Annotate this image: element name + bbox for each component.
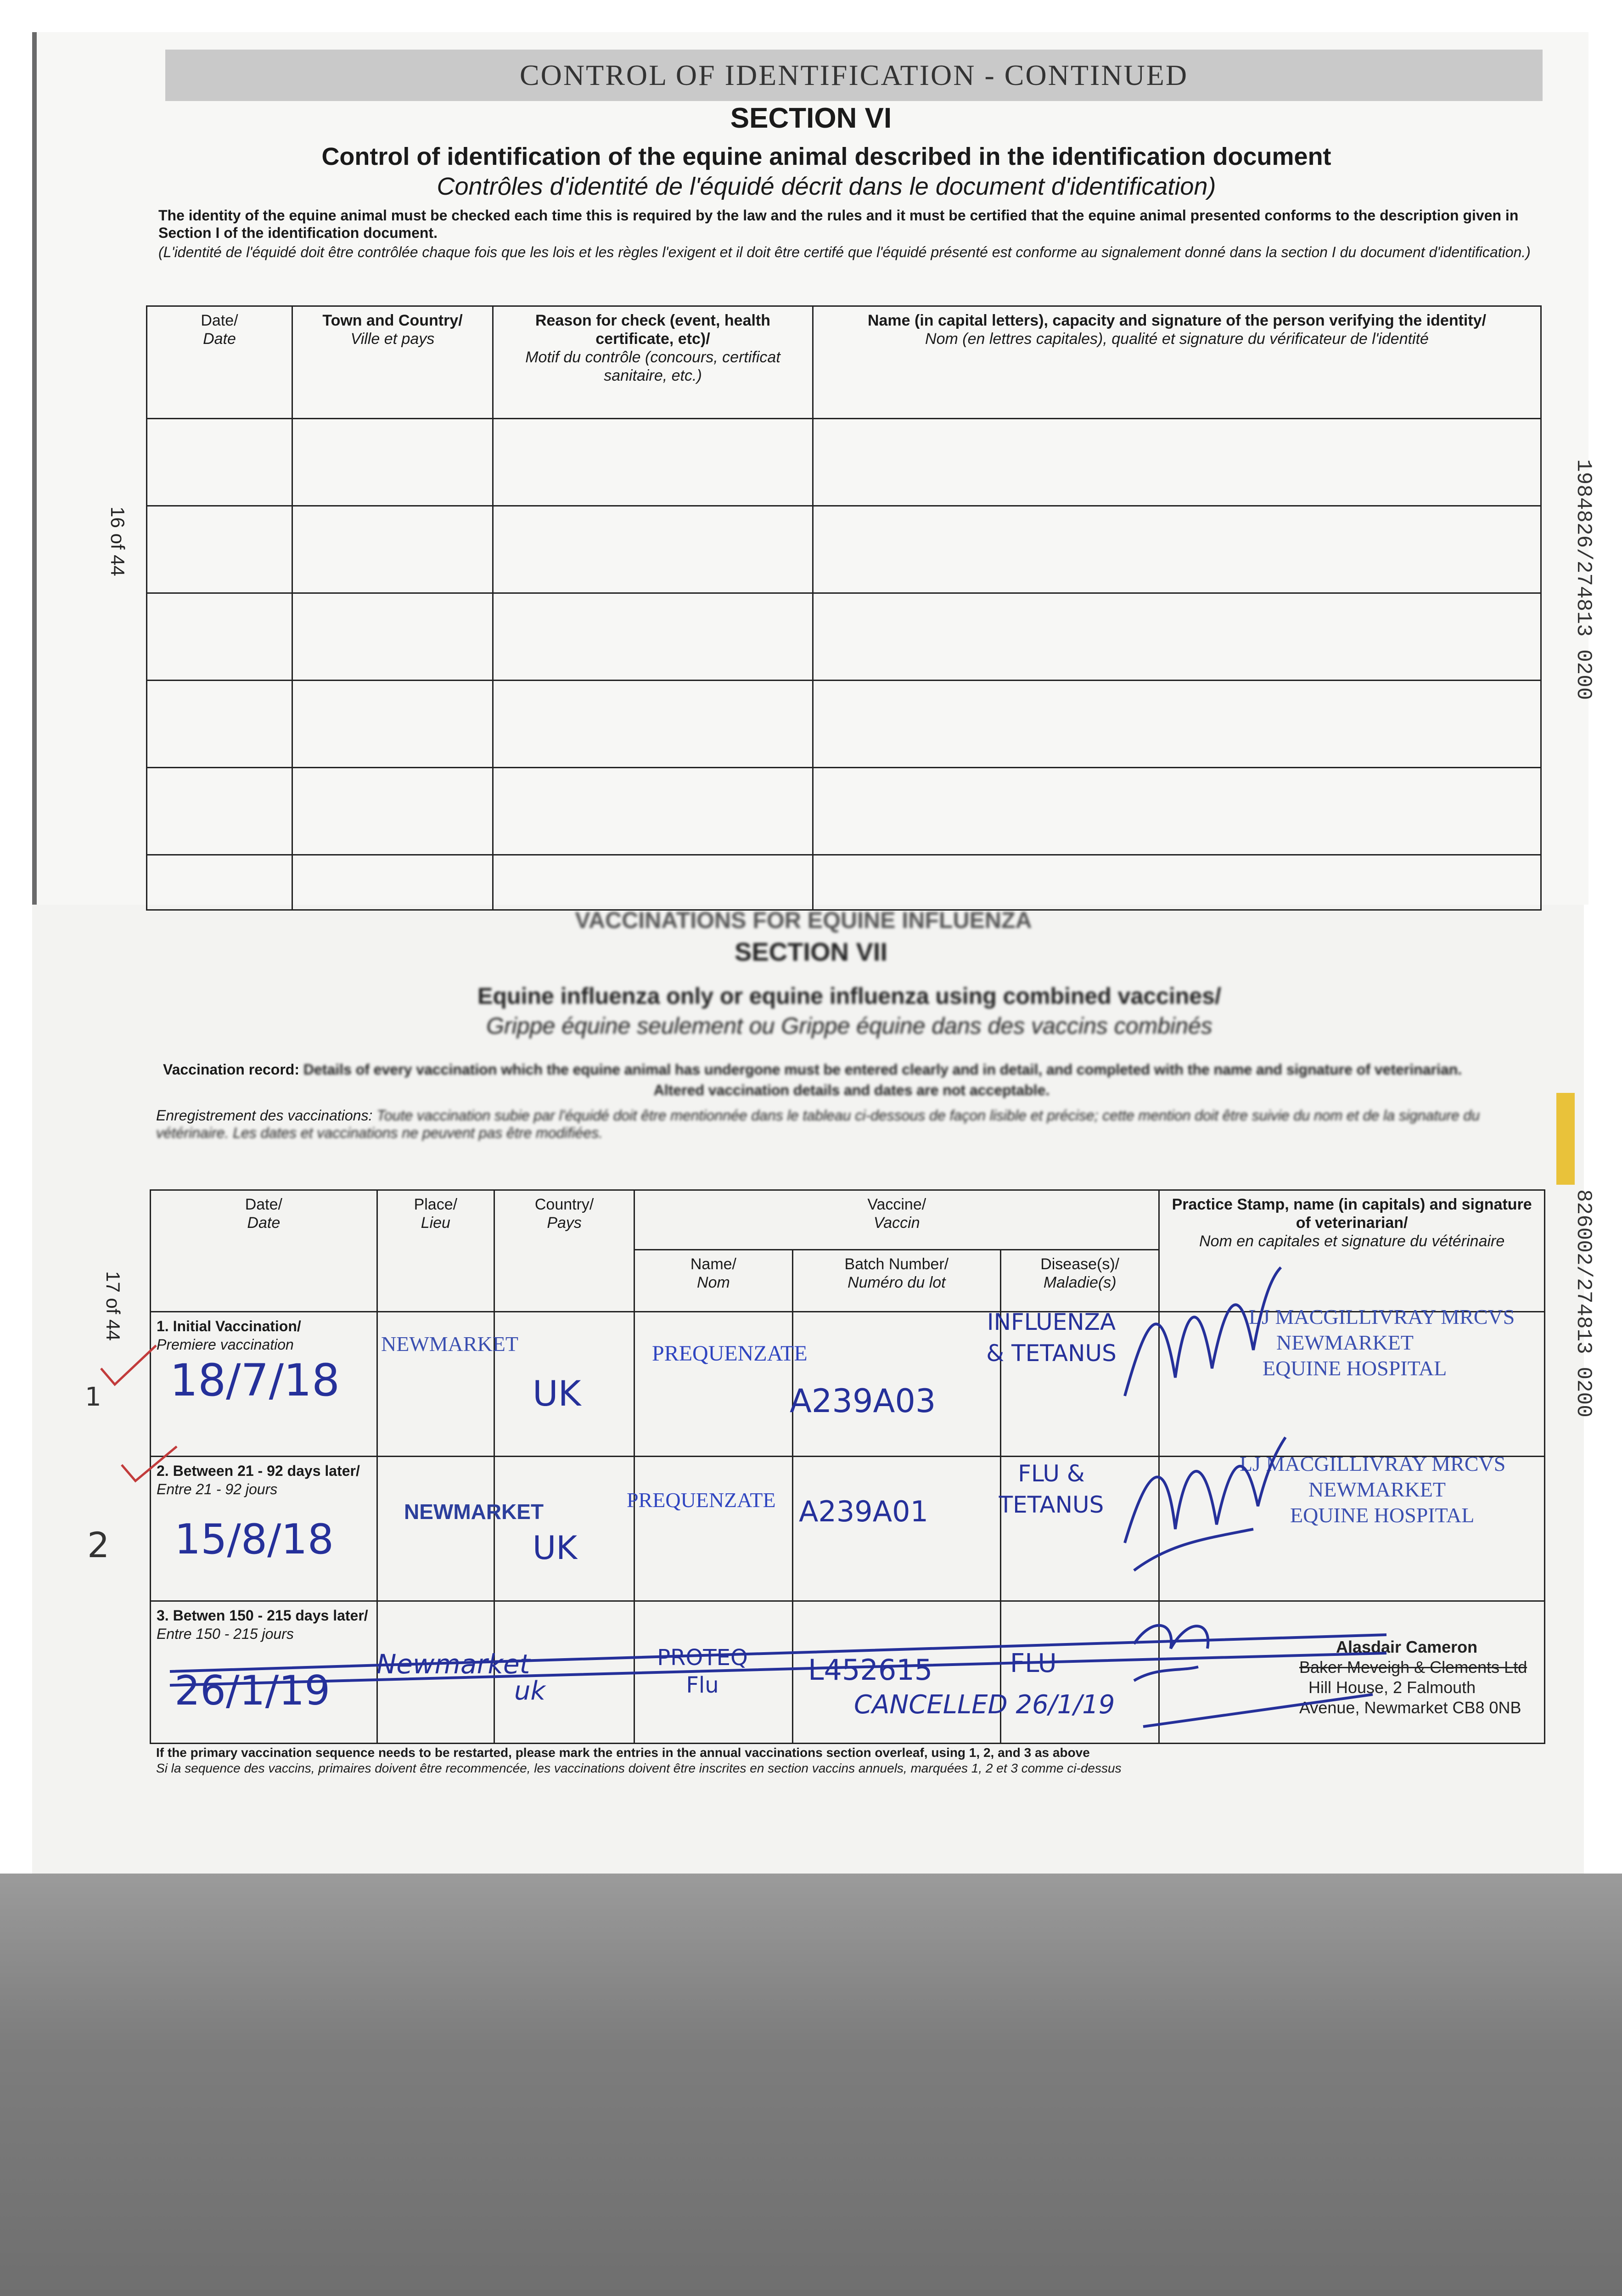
row1-stamp: LJ MACGILLIVRAY MRCVS NEWMARKET EQUINE HOSPITAL [1249, 1305, 1515, 1380]
page-banner: CONTROL OF IDENTIFICATION - CONTINUED [165, 50, 1543, 101]
row3-cancelled-note: CANCELLED 26/1/19 [854, 1690, 1115, 1720]
footnote: If the primary vaccination sequence needs to be restarted, please mark the entries in the annual vaccinations section overleaf, using 1, 2, and 3 as above [156, 1745, 1090, 1760]
header-disease: Disease(s)/ Maladie(s) [1001, 1250, 1159, 1312]
footnote-fr: Si la sequence des vaccins, primaires doivent être recommencée, les vaccinations doivent être inscrites en section vaccins annuels, marquées 1, 2 et 3 comme ci-dessus [156, 1761, 1122, 1775]
vaccination-record-note: Altered vaccination details and dates are not acceptable. [653, 1082, 1050, 1098]
lower-banner: VACCINATIONS FOR EQUINE INFLUENZA [575, 907, 1032, 933]
row3-country: uk [514, 1676, 545, 1706]
row3-strikethrough-lines [156, 1616, 1552, 1736]
table-row [147, 506, 1541, 593]
row2-signature [1116, 1424, 1290, 1575]
header-place: Place/ Lieu [377, 1190, 494, 1312]
row3-disease: FLU [1010, 1649, 1057, 1678]
lower-page-number: 17 of 44 [102, 1271, 124, 1341]
scanner-shadow [0, 1874, 1622, 2296]
header-practice-stamp: Practice Stamp, name (in capitals) and signature of veterinarian/ Nom en capitales et signature du vétérinaire [1159, 1190, 1545, 1312]
section-heading-fr: Contrôles d'identité de l'équidé décrit dans le document d'identification) [437, 173, 1216, 200]
header-reason: Reason for check (event, health certificate, etc)/ Motif du contrôle (concours, certificat sanitaire, etc.) [493, 306, 813, 419]
section-heading: Control of identification of the equine animal described in the identification document [321, 143, 1331, 170]
row2-country: UK [533, 1529, 578, 1567]
row1-country: UK [533, 1373, 581, 1414]
header-date: Date/ Date [151, 1190, 377, 1312]
header-country: Country/ Pays [494, 1190, 634, 1312]
row-label: 2. Between 21 - 92 days later/ Entre 21 - 92 jours [151, 1457, 377, 1601]
table-row [147, 593, 1541, 681]
lower-section-title: SECTION VII [735, 937, 887, 966]
table-header-row [147, 306, 1541, 419]
header-date: Date/ Date [147, 306, 292, 419]
lower-heading-fr: Grippe équine seulement ou Grippe équine dans des vaccins combinés [486, 1013, 1212, 1039]
row-label: 1. Initial Vaccination/ Premiere vaccination [151, 1312, 377, 1457]
table-header-row [151, 1190, 1545, 1250]
row1-disease: INFLUENZA & TETANUS [986, 1309, 1117, 1367]
section-title: SECTION VI [730, 102, 892, 134]
vaccination-record-fr: Enregistrement des vaccinations: Toute vaccination subie par l'équidé doit être mentionnée dans le tableau ci-dessous de façon lisible et précise; cette mention doit être suivie du nom et de la signature du vétérinaire. Les dates et vaccinations ne peuvent pas être modifiées. [156, 1107, 1480, 1141]
intro-paragraph-fr: (L'identité de l'équidé doit être contrôlée chaque fois que les lois et les règles l'exigent et il doit être certifé que l'équidé présenté est conforme au signalement donné dans la section I du document d'identification.) [158, 244, 1531, 260]
header-vaccine-name: Name/ Nom [634, 1250, 792, 1312]
row2-vaccine: PREQUENZATE [627, 1488, 776, 1512]
intro-paragraph: The identity of the equine animal must be checked each time this is required by the law and the rules and it must be certified that the equine animal presented conforms to the description given in Section I of the identification document. [158, 207, 1519, 241]
header-verifier: Name (in capital letters), capacity and signature of the person verifying the identity/ Nom (en lettres capitales), qualité et signature du vérificateur de l'identité [813, 306, 1541, 419]
vaccination-record-text: Vaccination record: Details of every vaccination which the equine animal has undergone must be entered clearly and in detail, and completed with the name and signature of veterinarian. [163, 1061, 1462, 1078]
header-batch-number: Batch Number/ Numéro du lot [792, 1250, 1000, 1312]
row1-vaccine: PREQUENZATE [652, 1341, 808, 1366]
yellow-page-tab [1556, 1093, 1575, 1185]
row1-margin-mark: 1 [85, 1382, 101, 1412]
row1-signature [1120, 1258, 1285, 1414]
row1-place: NEWMARKET [381, 1332, 518, 1356]
table-row [147, 681, 1541, 768]
row1-batch: A239A03 [790, 1382, 936, 1420]
lower-heading: Equine influenza only or equine influenza using combined vaccines/ [477, 983, 1221, 1009]
lower-side-code: 826002/274813 0200 [1571, 1189, 1595, 1418]
table-row [147, 855, 1541, 910]
row3-batch: L452615 [808, 1653, 933, 1687]
row2-batch: A239A01 [799, 1495, 929, 1528]
table-row [147, 419, 1541, 506]
side-reference-code: 1984826/274813 0200 [1571, 459, 1595, 700]
row3-stamp: Alasdair Cameron Baker Meveigh & Clements Ltd Hill House, 2 Falmouth Avenue, Newmarket CB8 0NB [1299, 1638, 1527, 1717]
row3-date: 26/1/19 [174, 1667, 331, 1714]
table-row [147, 768, 1541, 855]
row3-vaccine: PROTEQ Flu [657, 1645, 748, 1698]
header-town-country: Town and Country/ Ville et pays [292, 306, 493, 419]
row2-stamp: LJ MACGILLIVRAY MRCVS NEWMARKET EQUINE HOSPITAL [1240, 1452, 1506, 1527]
row2-date: 15/8/18 [174, 1515, 334, 1564]
page-number: 16 of 44 [107, 506, 129, 576]
row2-tick-mark [117, 1442, 186, 1492]
row1-tick-mark [96, 1341, 170, 1396]
row2-disease: FLU & TETANUS [999, 1460, 1104, 1518]
identity-check-table [146, 305, 1542, 911]
header-vaccine: Vaccine/ Vaccin [634, 1190, 1159, 1250]
row3-place: Newmarket [376, 1649, 530, 1680]
row2-margin-mark: 2 [87, 1525, 110, 1565]
row2-place: NEWMARKET [404, 1500, 544, 1524]
row1-date: 18/7/18 [170, 1355, 340, 1406]
row-label: 3. Betwen 150 - 215 days later/ Entre 150 - 215 jours [151, 1601, 377, 1744]
